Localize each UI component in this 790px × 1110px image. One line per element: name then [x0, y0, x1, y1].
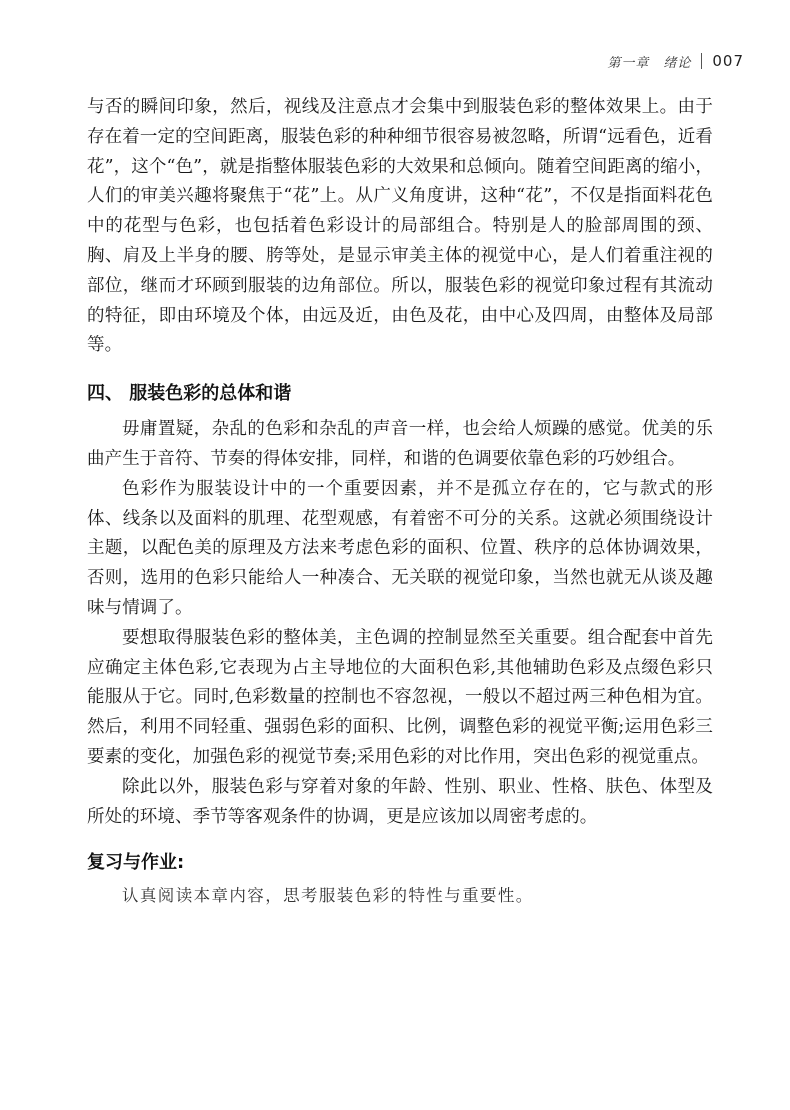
section-heading-4: 四、 服装色彩的总体和谐: [87, 383, 292, 405]
paragraph: 除此以外，服装色彩与穿着对象的年龄、性别、职业、性格、肤色、体型及所处的环境、季节等客观条件的协调，更是应该加以周密考虑的。: [87, 776, 713, 827]
page-number: 007: [712, 52, 744, 70]
review-text: 认真阅读本章内容，思考服装色彩的特性与重要性。: [122, 886, 534, 906]
paragraph: 要想取得服装色彩的整体美，主色调的控制显然至关重要。组合配套中首先应确定主体色彩,它表现为占主导地位的大面积色彩,其他辅助色彩及点缀色彩只能服从于它。同时,色彩数量的控制也不容忽视，一般以不超过两三种色相为宜。然后，利用不同轻重、强弱色彩的面积、比例，调整色彩的视觉平衡;运用色彩三要素的变化，加强色彩的视觉节奏;采用色彩的对比作用，突出色彩的视觉重点。: [87, 627, 713, 767]
header-divider: [701, 53, 702, 69]
paragraph: 色彩作为服装设计中的一个重要因素，并不是孤立存在的，它与款式的形体、线条以及面料的肌理、花型观感，有着密不可分的关系。这就必须围绕设计主题，以配色美的原理及方法来考虑色彩的面积、位置、秩序的总体协调效果，否则，选用的色彩只能给人一种凑合、无关联的视觉印象，当然也就无从谈及趣味与情调了。: [87, 478, 713, 618]
page-body: [87, 93, 713, 910]
paragraph: 毋庸置疑，杂乱的色彩和杂乱的声音一样，也会给人烦躁的感觉。优美的乐曲产生于音符、节奏的得体安排，同样，和谐的色调要依靠色彩的巧妙组合。: [87, 419, 713, 469]
running-header: [607, 50, 744, 72]
review-heading: 复习与作业:: [87, 852, 185, 874]
paragraph-continued: 与否的瞬间印象，然后，视线及注意点才会集中到服装色彩的整体效果上。由于存在着一定的空间距离，服装色彩的种种细节很容易被忽略，所谓“远看色，近看花”，这个“色”，就是指整体服装色彩的大效果和总倾向。随着空间距离的缩小，人们的审美兴趣将聚焦于“花”上。从广义角度讲，这种“花”，不仅是指面料花色中的花型与色彩，也包括着色彩设计的局部组合。特别是人的脸部周围的颈、胸、肩及上半身的腰、胯等处，是显示审美主体的视觉中心，是人们着重注视的部位，继而才环顾到服装的边角部位。所以，服装色彩的视觉印象过程有其流动的特征，即由环境及个体，由远及近，由色及花，由中心及四周，由整体及局部等。: [87, 97, 713, 356]
chapter-title: 第一章 绪论: [607, 55, 692, 71]
